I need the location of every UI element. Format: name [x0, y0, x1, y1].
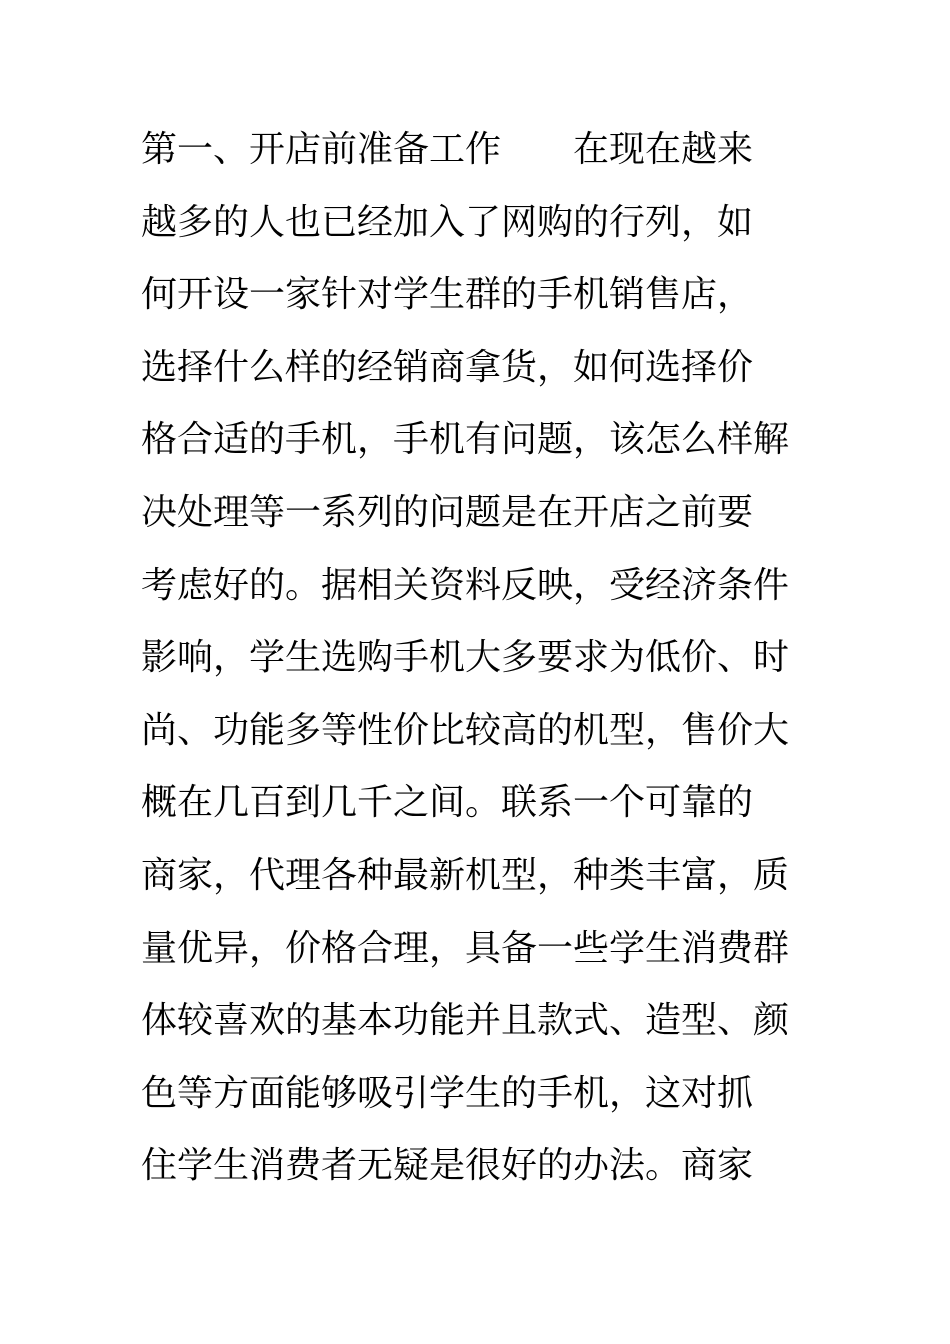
text-line-12: 量优异，价格合理，具备一些学生消费群	[141, 927, 790, 969]
text-line-13: 体较喜欢的基本功能并且款式、造型、颜	[141, 1000, 790, 1042]
text-line-4: 选择什么样的经销商拿货，如何选择价	[141, 346, 754, 388]
text-line-2: 越多的人也已经加入了网购的行列，如	[141, 201, 754, 243]
text-line-5: 格合适的手机，手机有问题，该怎么样解	[141, 419, 790, 461]
text-line-15: 住学生消费者无疑是很好的办法。商家	[141, 1145, 754, 1187]
text-line-8: 影响，学生选购手机大多要求为低价、时	[141, 637, 790, 679]
text-line-3: 何开设一家针对学生群的手机销售店，	[141, 274, 754, 316]
text-line-14: 色等方面能够吸引学生的手机，这对抓	[141, 1072, 754, 1114]
text-line-11: 商家，代理各种最新机型，种类丰富，质	[141, 854, 790, 896]
body-text	[141, 121, 821, 1210]
text-line-1: 第一、开店前准备工作 在现在越来	[141, 129, 754, 170]
text-line-9: 尚、功能多等性价比较高的机型，售价大	[141, 709, 790, 751]
text-line-6: 决处理等一系列的问题是在开店之前要	[141, 491, 754, 533]
text-line-7: 考虑好的。据相关资料反映，受经济条件	[141, 564, 790, 606]
text-line-10: 概在几百到几千之间。联系一个可靠的	[141, 782, 754, 824]
